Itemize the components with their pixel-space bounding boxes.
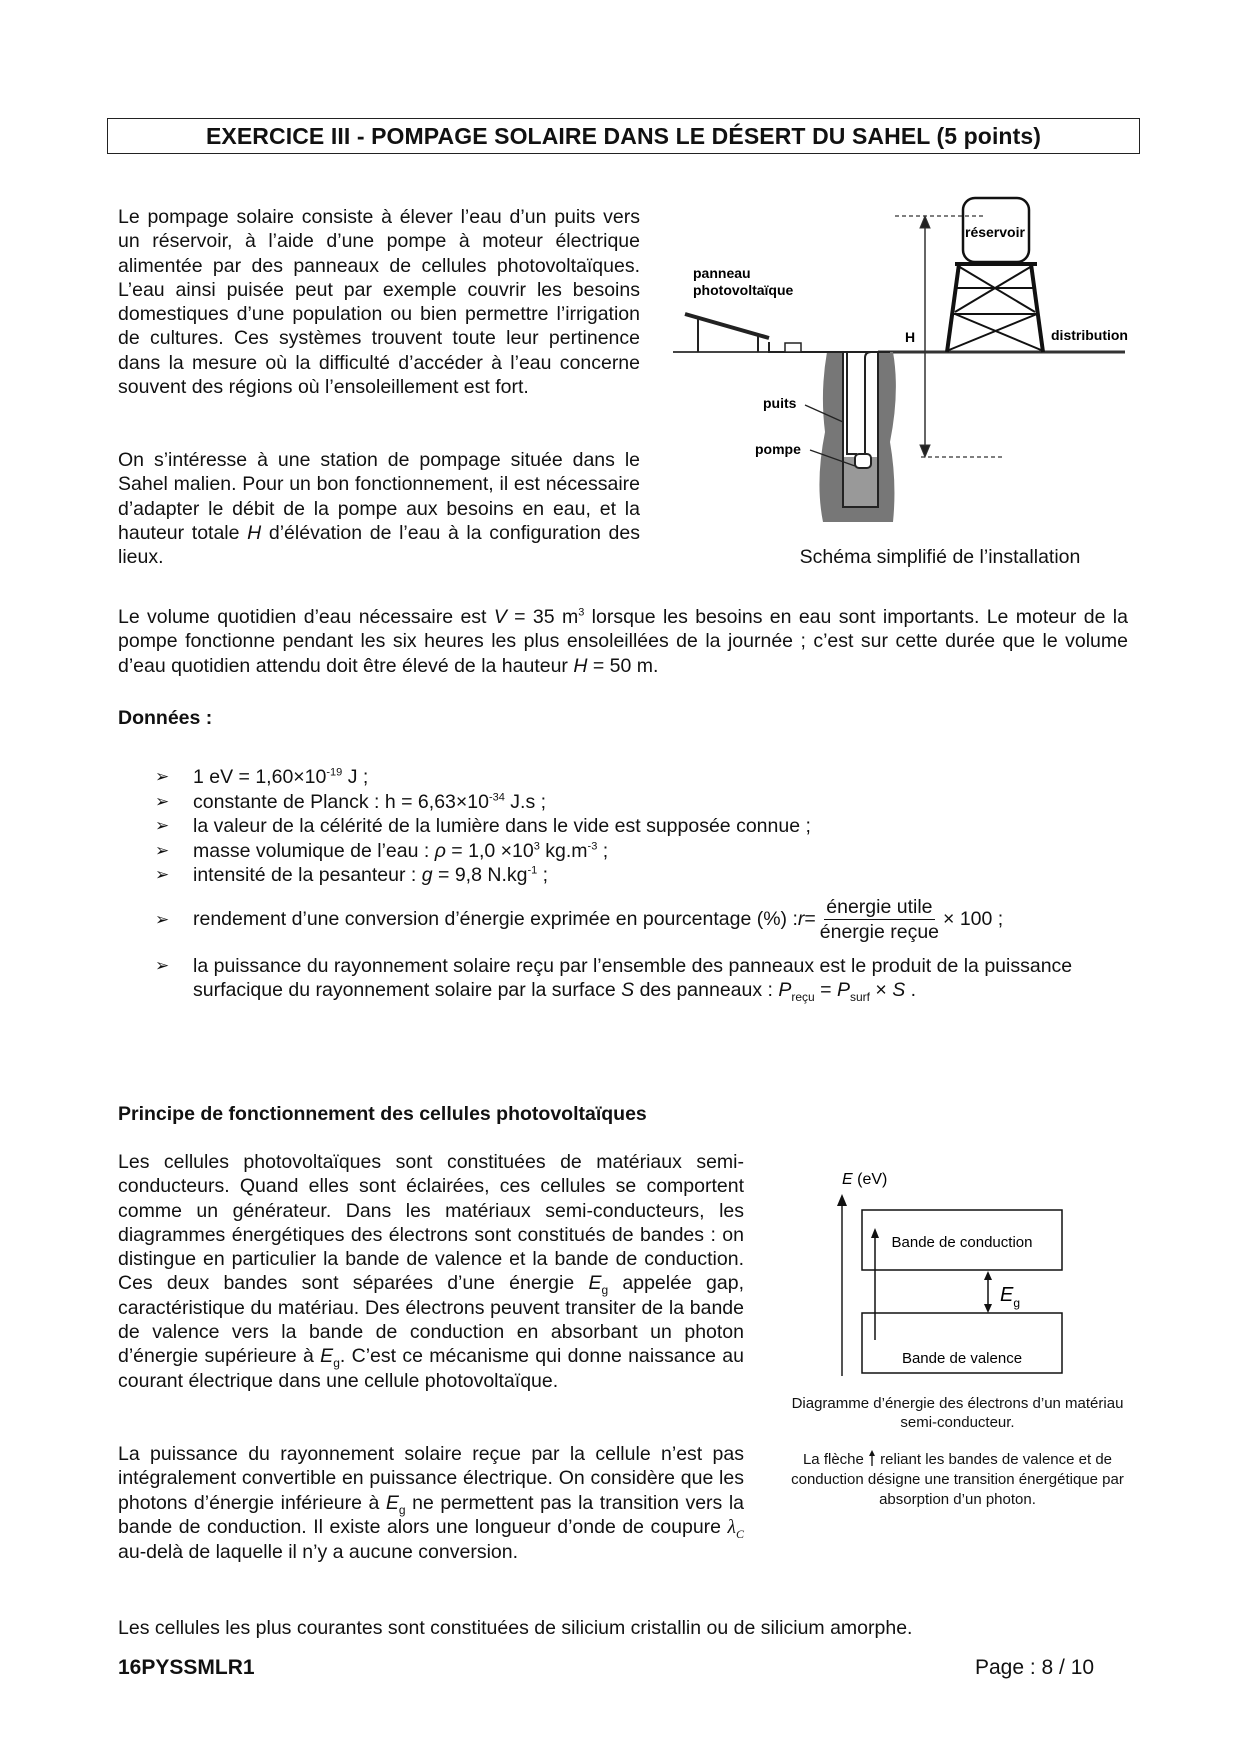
energy-axis-label: E (eV) — [842, 1171, 888, 1188]
data-item-gravity: ➢ intensité de la pesanteur : g = 9,8 $N.kg^{-1}$ ; — [155, 864, 549, 886]
data-item-efficiency: ➢ rendement d’une conversion d’énergie exprimée en pourcentage (%) : r = $\frac{\text{énergie utile}}{\text{énergie reçue}}$ × 100 ; — [155, 896, 1004, 943]
bullet-arrow-icon: ➢ — [155, 909, 170, 929]
valence-band-label: Bande de valence — [901, 1350, 1023, 1367]
principle-paragraph-1: Les cellules photovoltaïques sont constituées de matériaux semi-conducteurs. Quand elles sont éclairées, ces cellules se comportent comme un générateur. Dans les matériaux semi-conducteurs, les diagrammes énergétiques des électrons sont constitués de bandes : on distingue en particulier la bande de valence et la bande de conduction. Ces deux bandes sont séparées d’une énergie $E_g$ appelée gap, caractéristique du matériau. Des électrons peuvent transiter de la bande de valence vers la bande de conduction en absorbant un photon d’énergie supérieure à $E_g$. C’est ce mécanisme qui donne naissance au courant électrique dans une cellule photovoltaïque. — [118, 1151, 744, 1392]
section-heading: Principe de fonctionnement des cellules photovoltaïques — [118, 1103, 647, 1125]
label-panel: panneau — [693, 265, 751, 281]
bullet-arrow-icon: ➢ — [155, 955, 170, 975]
installation-caption: Schéma simplifié de l’installation — [799, 546, 1081, 568]
label-pump: pompe — [755, 441, 801, 457]
conduction-band-label: Bande de conduction — [891, 1234, 1033, 1251]
label-well: puits — [763, 395, 797, 411]
label-distribution: distribution — [1051, 327, 1128, 343]
principle-paragraph-2: La puissance du rayonnement solaire reçue par la cellule n’est pas intégralement convertible en puissance électrique. On considère que les photons d’énergie inférieure à $E_g$ ne permettent pas la transition vers la bande de conduction. Il existe alors une longueur d’onde de coupure $\lambda_C$ au-delà de laquelle il n’y a aucune conversion. — [118, 1443, 745, 1564]
data-item-light-speed: ➢ la valeur de la célérité de la lumière dans le vide est supposée connue ; — [155, 815, 811, 837]
intro-paragraph-1: Le pompage solaire consiste à élever l’eau d’un puits vers un réservoir, à l’aide d’une pompe à moteur électrique alimentée par des panneaux de cellules photovoltaïques. L’eau ainsi puisée peut par exemple couvrir les besoins domestiques d’une population ou bien permettre l’irrigation de cultures. Ces systèmes trouvent toute leur pertinence dans la mesure où la difficulté d’accéder à l’eau concerne souvent des régions où l’ensoleillement est fort. — [118, 206, 640, 399]
label-reservoir: réservoir — [965, 224, 1025, 240]
data-item-water-density: ➢ masse volumique de l’eau : $\rho = 1,0 \times 10^3$ $kg.m^{-3}$ ; — [155, 839, 609, 862]
band-diagram-caption: Diagramme d’énergie des électrons d’un matériau semi-conducteur. — [791, 1395, 1124, 1431]
water-tower — [947, 198, 1043, 352]
installation-diagram — [665, 192, 1145, 542]
page-number: Page : 8 / 10 — [975, 1656, 1095, 1679]
bullet-arrow-icon: ➢ — [155, 816, 170, 835]
intro-paragraph-2: On s’intéresse à une station de pompage située dans le Sahel malien. Pour un bon fonctionnement, il est nécessaire d’adapter le débit de la pompe aux besoins en eau, et la hauteur totale H d’élévation de l’eau à la configuration des lieux. — [118, 449, 640, 569]
energy-axis-arrow-icon — [837, 1194, 847, 1376]
data-item-planck: ➢ constante de Planck : $h = 6,63\times 10^{-34}$ J.s ; — [155, 790, 547, 813]
bullet-arrow-icon: ➢ — [155, 865, 170, 884]
volume-paragraph: Le volume quotidien d’eau nécessaire est V = 35 $m^3$ lorsque les besoins en eau sont importants. Le moteur de la pompe fonctionne pendant les six heures les plus ensoleillées de la journée ; c’est sur cette durée que le volume d’eau quotidien attendu doit être élevé de la hauteur H = 50 m. — [118, 606, 1128, 677]
bullet-arrow-icon: ➢ — [155, 791, 170, 811]
band-diagram — [830, 1170, 1130, 1385]
data-item-received-power: ➢ la puissance du rayonnement solaire reçu par l’ensemble des panneaux est le produit de la puissance surfacique du rayonnement solaire par la surface S des panneaux : $P_{reçu} = P_{surf} \times S$ . — [155, 954, 1073, 1004]
document-code: 16PYSSMLR1 — [118, 1656, 255, 1679]
data-list — [155, 765, 1115, 1003]
data-item-ev: ➢ 1 eV = $1,60\times 10^{-19}$ J ; — [155, 766, 369, 788]
solar-panel — [685, 314, 769, 352]
bullet-arrow-icon: ➢ — [155, 840, 170, 860]
label-H: H — [905, 329, 916, 345]
principle-paragraph-3: Les cellules les plus courantes sont constituées de silicium cristallin ou de silicium amorphe. — [118, 1617, 913, 1639]
bullet-arrow-icon: ➢ — [155, 767, 170, 786]
pump — [855, 454, 871, 468]
controller-box — [785, 343, 801, 352]
band-diagram-note: La flèche reliant les bandes de valence et de conduction désigne une transition énergétique par absorption d’un photon. — [791, 1451, 1124, 1508]
gap-label: $E_g$ — [1000, 1284, 1021, 1310]
gap-double-arrow-icon — [984, 1271, 992, 1313]
label-panel-2: photovoltaïque — [693, 282, 794, 298]
data-heading: Données : — [118, 707, 213, 729]
up-arrow-icon — [868, 1450, 876, 1466]
efficiency-fraction: $\frac{\text{énergie utile}}{\text{énergie reçue}}$ — [819, 896, 940, 943]
exercise-title: EXERCICE III - POMPAGE SOLAIRE DANS LE DÉSERT DU SAHEL (5 points) — [107, 118, 1140, 154]
